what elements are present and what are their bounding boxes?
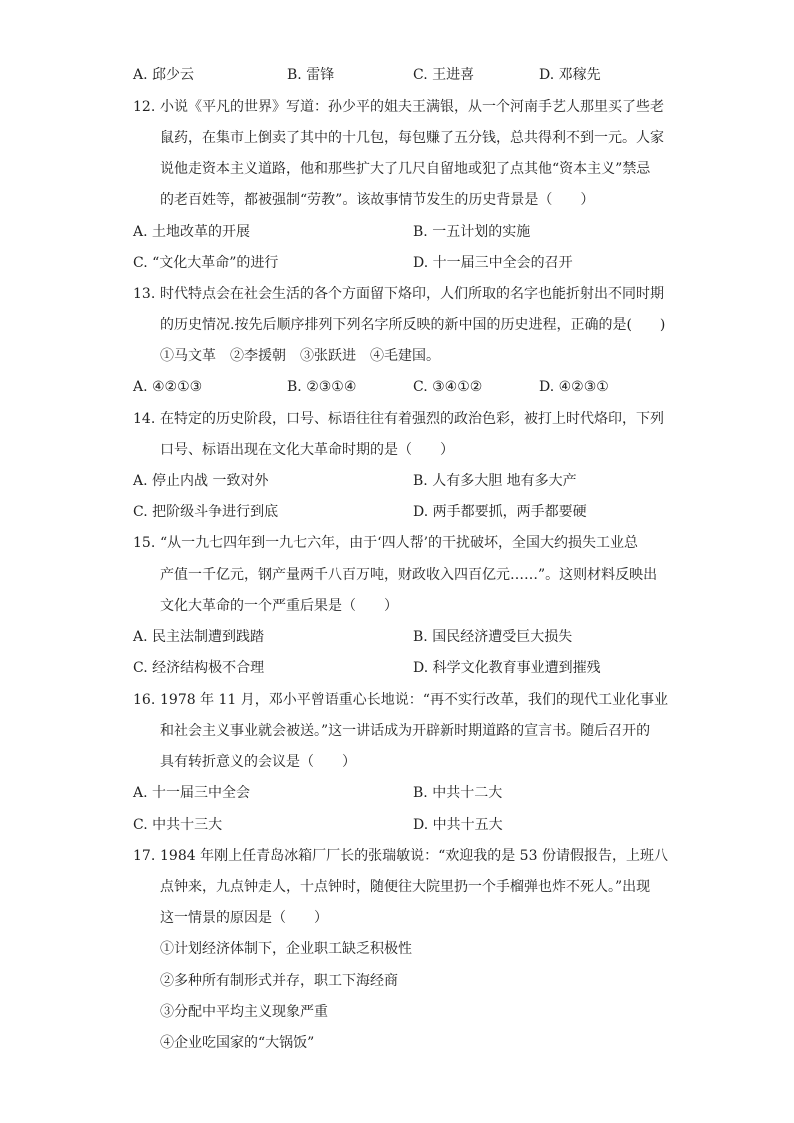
- q12-stem-line: 的老百姓等，都被强制“劳教”。该故事情节发生的历史背景是（ ）: [160, 192, 595, 208]
- q11-option-d[interactable]: D. 邓稼先: [539, 67, 601, 83]
- q14-stem-line: 口号、标语出现在文化大革命时期的是（ ）: [160, 442, 454, 458]
- q12-number: 12.: [133, 99, 156, 115]
- q15-stem-line: 文化大革命的一个严重后果是（ ）: [160, 598, 398, 614]
- q12-option-b[interactable]: B. 一五计划的实施: [413, 224, 531, 240]
- q14-option-c[interactable]: C. 把阶级斗争进行到底: [133, 504, 279, 520]
- q17-item: ②多种所有制形式并存，职工下海经商: [160, 973, 398, 989]
- q17-stem-line: 1984 年刚上任青岛冰箱厂厂长的张瑞敏说：“欢迎我的是 53 份请假报告，上班八: [160, 848, 668, 864]
- q14-option-d[interactable]: D. 两手都要抓，两手都要硬: [413, 504, 587, 520]
- q13-stem-line: 的历史情况.按先后顺序排列下列名字所反映的新中国的历史进程，正确的是( ): [160, 317, 666, 333]
- q15-option-b[interactable]: B. 国民经济遭受巨大损失: [413, 629, 573, 645]
- q14-option-a[interactable]: A. 停止内战 一致对外: [133, 473, 269, 489]
- q17-stem-line: 这一情景的原因是（ ）: [160, 910, 328, 926]
- q12-stem-line: 鼠药，在集市上倒卖了其中的十几包，每包赚了五分钱，总共得利不到一元。人家: [160, 130, 664, 146]
- q13-items: ①马文革 ②李援朝 ③张跃进 ④毛建国。: [160, 348, 440, 364]
- q11-option-c[interactable]: C. 王进喜: [413, 67, 475, 83]
- q15-option-d[interactable]: D. 科学文化教育事业遭到摧残: [413, 660, 601, 676]
- q16-option-c[interactable]: C. 中共十三大: [133, 817, 223, 833]
- q15-stem-line: “从一九七四年到一九七六年，由于‘四人帮’的干扰破坏，全国大约损失工业总: [160, 535, 639, 551]
- q16-stem-line: 1978 年 11 月，邓小平曾语重心长地说：“再不实行改革，我们的现代工业化事业: [160, 692, 668, 708]
- q12-stem-line: 说他走资本主义道路，他和那些扩大了几尺自留地或犯了点其他“资本主义”禁忌: [160, 161, 651, 177]
- q12-option-a[interactable]: A. 土地改革的开展: [133, 224, 251, 240]
- q16-option-d[interactable]: D. 中共十五大: [413, 817, 503, 833]
- q16-stem-line: 和社会主义事业就会被送。”这一讲话成为开辟新时期道路的宣言书。随后召开的: [160, 723, 651, 739]
- q15-option-c[interactable]: C. 经济结构极不合理: [133, 660, 265, 676]
- q17-item: ④企业吃国家的“大锅饭”: [160, 1035, 315, 1051]
- q13-option-c[interactable]: C. ③④①②: [413, 379, 483, 395]
- q12-option-d[interactable]: D. 十一届三中全会的召开: [413, 255, 573, 271]
- q13-option-d[interactable]: D. ④②③①: [539, 379, 609, 395]
- q12-option-c[interactable]: C. “文化大革命”的进行: [133, 255, 279, 271]
- q11-option-a[interactable]: A. 邱少云: [133, 67, 195, 83]
- q17-stem-line: 点钟来，九点钟走人，十点钟时，随便往大院里扔一个手榴弹也炸不死人。”出现: [160, 879, 651, 895]
- q12-stem-line: 小说《平凡的世界》写道：孙少平的姐夫王满银，从一个河南手艺人那里买了些老: [160, 99, 664, 115]
- q15-option-a[interactable]: A. 民主法制遭到践踏: [133, 629, 265, 645]
- q16-number: 16.: [133, 692, 156, 708]
- q15-stem-line: 产值一千亿元，钢产量两千八百万吨，财政收入四百亿元……”。这则材料反映出: [160, 567, 658, 583]
- q11-option-b[interactable]: B. 雷锋: [287, 67, 335, 83]
- q14-stem-line: 在特定的历史阶段，口号、标语往往有着强烈的政治色彩，被打上时代烙印，下列: [160, 411, 664, 427]
- q17-item: ③分配中平均主义现象严重: [160, 1004, 328, 1020]
- q15-number: 15.: [133, 535, 156, 551]
- q16-stem-line: 具有转折意义的会议是（ ）: [160, 754, 356, 770]
- q13-number: 13.: [133, 286, 156, 302]
- q16-option-a[interactable]: A. 十一届三中全会: [133, 785, 251, 801]
- q16-option-b[interactable]: B. 中共十二大: [413, 785, 503, 801]
- q13-option-b[interactable]: B. ②③①④: [287, 379, 357, 395]
- q13-option-a[interactable]: A. ④②①③: [133, 379, 203, 395]
- q17-item: ①计划经济体制下，企业职工缺乏积极性: [160, 941, 412, 957]
- q14-option-b[interactable]: B. 人有多大胆 地有多大产: [413, 473, 577, 489]
- q14-number: 14.: [133, 411, 156, 427]
- q17-number: 17.: [133, 848, 156, 864]
- q13-stem-line: 时代特点会在社会生活的各个方面留下烙印，人们所取的名字也能折射出不同时期: [160, 286, 664, 302]
